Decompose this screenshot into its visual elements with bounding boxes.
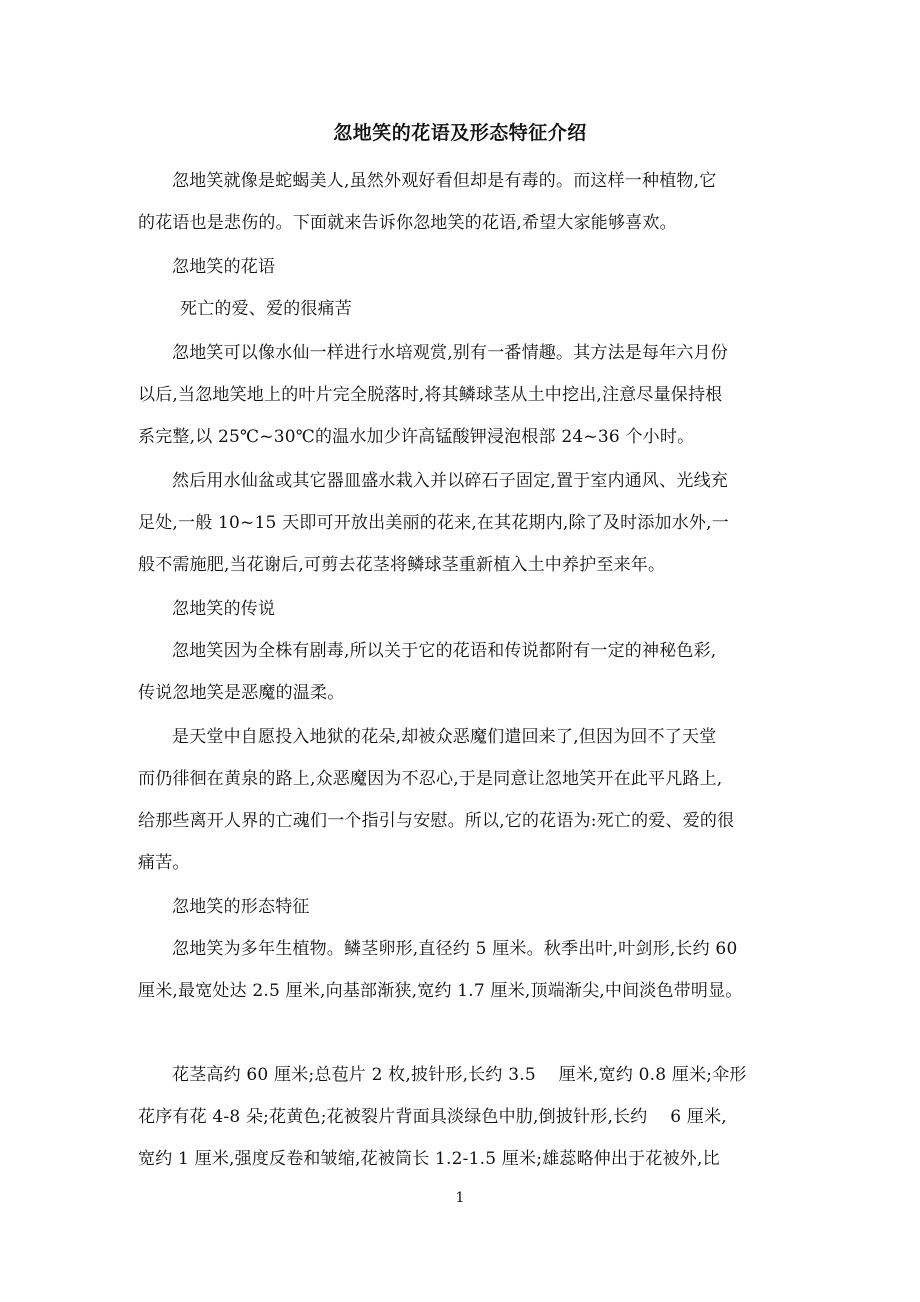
- morph2-line-2: 花序有花 4-8 朵;花黄色;花被裂片背面具淡绿色中肋,倒披针形,长约 6 厘米,: [138, 1107, 727, 1127]
- morph-line-1: 忽地笑为多年生植物。鳞茎卵形,直径约 5 厘米。秋季出叶,叶剑形,长约 60: [172, 939, 738, 959]
- heading-legend: 忽地笑的传说: [172, 599, 276, 619]
- page-number: 1: [455, 1190, 465, 1206]
- legend2-line-2: 而仍徘徊在黄泉的路上,众恶魔因为不忍心,于是同意让忽地笑开在此平凡路上,: [138, 769, 723, 789]
- culture-line-3: 系完整,以 25℃~30℃的温水加少许高锰酸钾浸泡根部 24~36 个小时。: [138, 427, 695, 447]
- legend2-line-1: 是天堂中自愿投入地狱的花朵,却被众恶魔们遣回来了,但因为回不了天堂: [172, 727, 717, 747]
- legend2-line-4: 痛苦。: [138, 853, 190, 873]
- culture-line-1: 忽地笑可以像水仙一样进行水培观赏,别有一番情趣。其方法是每年六月份: [172, 343, 729, 363]
- morph2-line-3: 宽约 1 厘米,强度反卷和皱缩,花被筒长 1.2-1.5 厘米;雄蕊略伸出于花被外,比: [138, 1149, 720, 1169]
- legend2-line-3: 给那些离开人界的亡魂们一个指引与安慰。所以,它的花语为:死亡的爱、爱的很: [138, 811, 735, 831]
- culture2-line-2: 足处,一般 10~15 天即可开放出美丽的花来,在其花期内,除了及时添加水外,一: [138, 513, 729, 533]
- morph-line-2: 厘米,最宽处达 2.5 厘米,向基部渐狭,宽约 1.7 厘米,顶端渐尖,中间淡色带明显。: [138, 981, 743, 1001]
- culture-line-2: 以后,当忽地笑地上的叶片完全脱落时,将其鳞球茎从土中挖出,注意尽量保持根: [138, 385, 723, 405]
- document-title: 忽地笑的花语及形态特征介绍: [333, 122, 587, 144]
- flower-language-text: 死亡的爱、爱的很痛苦: [180, 299, 352, 319]
- culture2-line-3: 般不需施肥,当花谢后,可剪去花茎将鳞球茎重新植入土中养护至来年。: [138, 555, 666, 575]
- heading-flower-language: 忽地笑的花语: [172, 257, 276, 277]
- culture2-line-1: 然后用水仙盆或其它器皿盛水栽入并以碎石子固定,置于室内通风、光线充: [172, 471, 729, 491]
- intro-line-1: 忽地笑就像是蛇蝎美人,虽然外观好看但却是有毒的。而这样一种植物,它: [172, 171, 717, 191]
- intro-line-2: 的花语也是悲伤的。下面就来告诉你忽地笑的花语,希望大家能够喜欢。: [138, 213, 677, 233]
- legend-line-2: 传说忽地笑是恶魔的温柔。: [138, 683, 345, 703]
- heading-morphology: 忽地笑的形态特征: [172, 897, 310, 917]
- legend-line-1: 忽地笑因为全株有剧毒,所以关于它的花语和传说都附有一定的神秘色彩,: [172, 641, 717, 661]
- morph2-line-1: 花茎高约 60 厘米;总苞片 2 枚,披针形,长约 3.5 厘米,宽约 0.8 厘米;伞形: [172, 1065, 747, 1085]
